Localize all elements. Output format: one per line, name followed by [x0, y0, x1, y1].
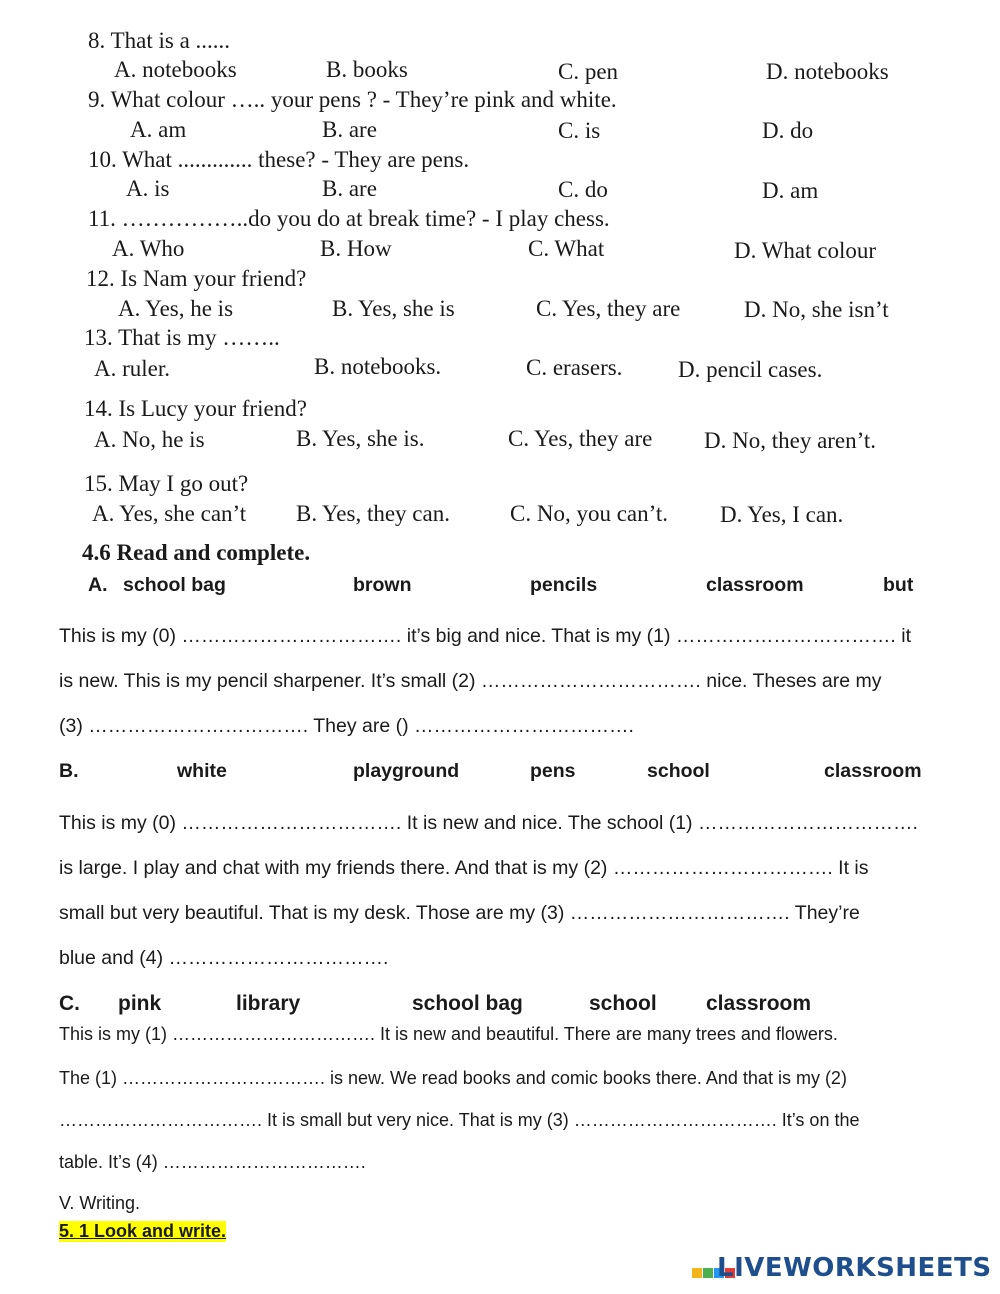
option-c: C. is: [558, 118, 601, 143]
word-bank-item: school: [589, 992, 657, 1015]
word-bank-item: school bag: [412, 992, 523, 1015]
option-d: D. What colour: [734, 238, 877, 263]
option-b: B. How: [320, 236, 392, 261]
word-bank-item: classroom: [824, 760, 922, 782]
word-bank-item: school: [647, 760, 710, 782]
option-b: B. Yes, she is: [332, 296, 455, 321]
option-b: B. books: [326, 57, 408, 82]
option-b: B. are: [322, 117, 377, 142]
option-c: C. erasers.: [526, 355, 623, 380]
option-b: B. are: [322, 176, 377, 201]
question-stem: 13. That is my ……..: [84, 325, 280, 350]
option-c: C. do: [558, 177, 608, 202]
word-bank-item: playground: [353, 760, 460, 782]
passage-line: This is my (0) ……………………………. It is new and nice. The school (1) …………………………….: [59, 812, 918, 834]
passage-line: small but very beautiful. That is my desk. Those are my (3) ……………………………. They’re: [59, 902, 860, 924]
writing-heading: V. Writing.: [59, 1193, 141, 1213]
option-c: C. No, you can’t.: [510, 501, 669, 526]
word-bank-item: classroom: [706, 574, 804, 596]
part-label: C.: [59, 992, 80, 1015]
part-label: A.: [88, 574, 108, 596]
word-bank-item: brown: [353, 574, 412, 596]
option-a: A. Yes, he is: [118, 296, 234, 321]
question-stem: 9. What colour ….. your pens ? - They’re pink and white.: [88, 87, 617, 112]
word-bank-item: but: [883, 574, 914, 596]
option-c: C. Yes, they are: [536, 296, 681, 321]
option-d: D. No, she isn’t: [744, 297, 889, 322]
word-bank-item: pink: [118, 992, 162, 1015]
question-stem: 11. ……………..do you do at break time? - I play chess.: [88, 206, 610, 231]
passage-line: is new. This is my pencil sharpener. It’s small (2) ……………………………. nice. Theses are my: [59, 670, 882, 692]
passage-line: (3) ……………………………. They are () …………………………….: [59, 715, 634, 737]
option-a: A. am: [130, 117, 187, 142]
passage-line: is large. I play and chat with my friends there. And that is my (2) ……………………………. It is: [59, 857, 869, 879]
question-stem: 12. Is Nam your friend?: [86, 266, 307, 291]
option-a: A. ruler.: [94, 356, 171, 381]
option-b: B. Yes, they can.: [296, 501, 450, 526]
option-d: D. Yes, I can.: [720, 502, 844, 527]
passage-line: blue and (4) …………………………….: [59, 947, 389, 969]
liveworksheets-logo[interactable]: [692, 1253, 992, 1288]
passage-line: The (1) ……………………………. is new. We read books and comic books there. And that is my (2): [59, 1068, 847, 1088]
option-a: A. is: [126, 176, 170, 201]
logo-text: LIVEWORKSHEETS: [717, 1253, 992, 1283]
question-stem: 8. That is a ......: [88, 28, 231, 53]
option-d: D. notebooks: [766, 59, 889, 84]
option-d: D. do: [762, 118, 814, 143]
word-bank-item: library: [236, 992, 301, 1015]
option-a: A. notebooks: [114, 57, 237, 82]
option-a: A. No, he is: [94, 427, 205, 452]
option-c: C. pen: [558, 59, 619, 84]
passage-line: ……………………………. It is small but very nice. That is my (3) ……………………………. It’s on the: [59, 1110, 860, 1130]
section-title: 4.6 Read and complete.: [82, 540, 311, 565]
word-bank-item: pens: [530, 760, 576, 782]
passage-line: This is my (1) ……………………………. It is new and beautiful. There are many trees and flowers.: [59, 1024, 838, 1044]
word-bank-item: pencils: [530, 574, 598, 596]
writing-task: 5. 1 Look and write.: [59, 1221, 227, 1241]
part-label: B.: [59, 760, 79, 782]
option-d: D. No, they aren’t.: [704, 428, 877, 453]
passage-line: table. It’s (4) …………………………….: [59, 1152, 366, 1172]
word-bank-item: classroom: [706, 992, 812, 1015]
option-a: A. Yes, she can’t: [92, 501, 247, 526]
word-bank-item: white: [177, 760, 227, 782]
question-stem: 14. Is Lucy your friend?: [84, 396, 307, 421]
question-stem: 15. May I go out?: [84, 471, 249, 496]
option-c: C. Yes, they are: [508, 426, 653, 451]
option-b: B. Yes, she is.: [296, 426, 425, 451]
option-d: D. am: [762, 178, 819, 203]
word-bank-item: school bag: [123, 574, 226, 596]
option-b: B. notebooks.: [314, 354, 442, 379]
logo-mark-icon: [692, 1266, 714, 1288]
question-stem: 10. What ............. these? - They are pens.: [88, 147, 470, 172]
option-c: C. What: [528, 236, 605, 261]
option-d: D. pencil cases.: [678, 357, 823, 382]
option-a: A. Who: [112, 236, 185, 261]
passage-line: This is my (0) ……………………………. it’s big and nice. That is my (1) ……………………………. it: [59, 625, 911, 647]
